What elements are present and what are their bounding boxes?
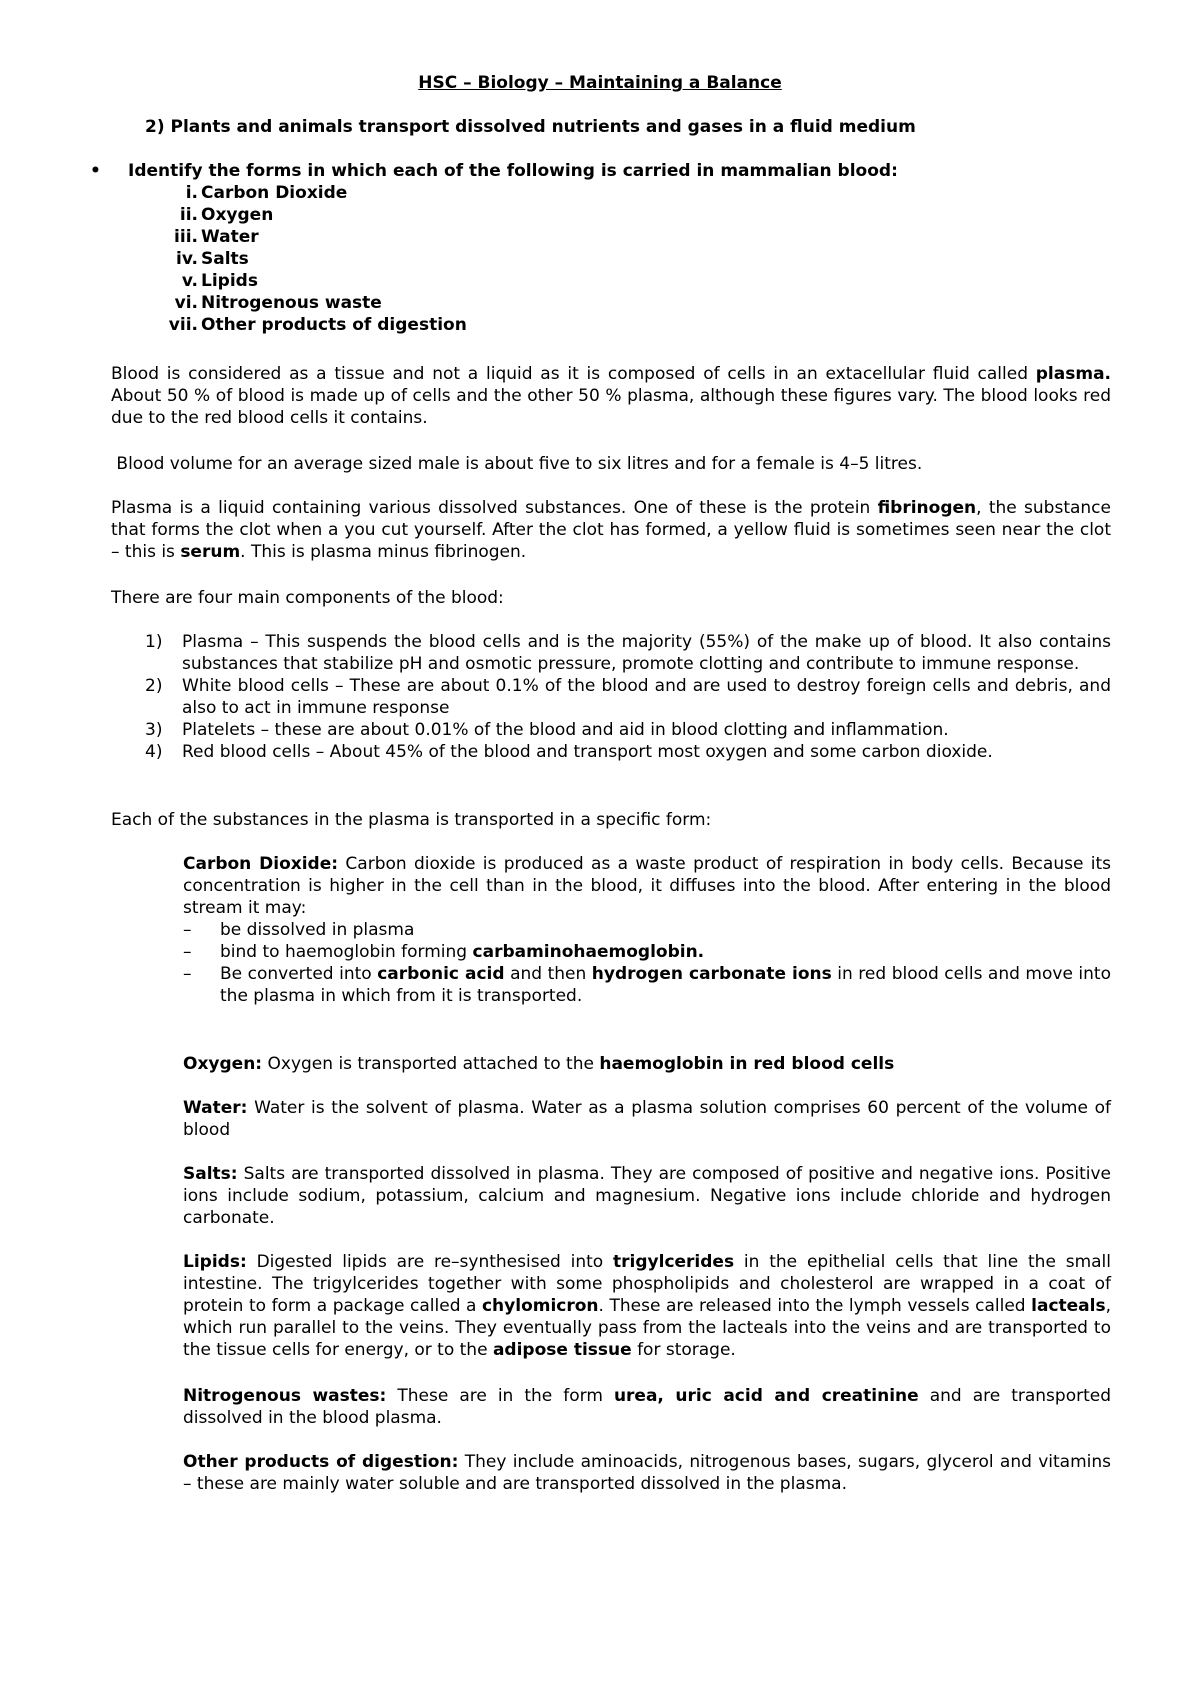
list-item [183,919,1111,941]
bold-term: serum [180,542,241,562]
list-text: Red blood cells – About 45% of the blood and transport most oxygen and some carbon dioxide. [182,742,993,762]
list-text: Plasma – This suspends the blood cells and is the majority (55%) of the make up of blood. It also contains substances that stabilize pH and osmotic pressure, promote clotting and contribute to immune response. [182,632,1111,674]
list-text: Nitrogenous waste [201,293,382,313]
list-text: in red blood cells and move into the plasma in which from it is transported. [220,964,1111,1006]
bold-term: hydrogen carbonate ions [591,964,832,984]
list-text: Be converted into [220,964,378,984]
forms-intro: Each of the substances in the plasma is transported in a specific form: [111,810,712,830]
list-item [183,963,1111,1007]
bold-term: adipose tissue [492,1340,632,1360]
text-run: Salts are transported dissolved in plasma. They are composed of positive and negative ions. Positive ions include sodium, potassium, calcium and magnesium. Negative ions include chloride and hydrogen carbonate. [183,1164,1111,1228]
list-text: Platelets – these are about 0.01% of the blood and aid in blood clotting and inflammation. [182,720,949,740]
list-number: ii. [179,205,198,225]
list-number: 1) [145,632,163,652]
list-item [145,741,1111,763]
list-text: bind to haemoglobin forming [220,942,473,962]
intro-paragraph-plasma [111,363,1111,429]
text-run: . These are released into the lymph vessels called [598,1296,1032,1316]
list-number: i. [185,183,198,203]
dash-marker: – [183,942,192,962]
dash-marker: – [183,920,192,940]
section-label: Lipids: [183,1252,247,1272]
text-run: These are in the form [386,1386,614,1406]
list-text: be dissolved in plasma [220,920,415,940]
co2-paragraph [183,853,1111,919]
text-run: About 50 % of blood is made up of cells and the other 50 % plasma, although these figures vary. The blood looks red due to the red blood cells it contains. [111,386,1111,428]
nitrogenous-wastes-section [183,1385,1111,1429]
text-run: Plasma is a liquid containing various dissolved substances. One of these is the protein [111,498,878,518]
list-text: Water [201,227,259,247]
list-item [145,719,1111,741]
list-text: Lipids [201,271,258,291]
section-label: Other products of digestion: [183,1452,459,1472]
text-run: , which run parallel to the veins. They eventually pass from the lacteals into the veins and are transported to the tissue cells for energy, or to the [183,1296,1111,1360]
text-run: Digested lipids are re–synthesised into [246,1252,614,1272]
bullet-marker: • [90,161,101,181]
document-title: HSC – Biology – Maintaining a Balance [418,73,782,93]
components-intro: There are four main components of the blood: [111,588,504,608]
lipids-section [183,1251,1111,1361]
text-run: Carbon dioxide is produced as a waste product of respiration in body cells. Because its concentration is higher in the cell than in the blood, it diffuses into the blood. After entering in the blood stream it may: [183,854,1112,918]
text-run: for storage. [631,1340,736,1360]
list-text: White blood cells – These are about 0.1% of the blood and are used to destroy foreign cells and debris, and also to act in immune response [182,676,1111,718]
list-number: iv. [176,249,198,269]
bold-term: chylomicron [481,1296,599,1316]
text-run: Water is the solvent of plasma. Water as a plasma solution comprises 60 percent of the volume of blood [183,1098,1111,1140]
list-number: 4) [145,742,163,762]
section-label: Nitrogenous wastes: [183,1386,387,1406]
text-run: They include aminoacids, nitrogenous bases, sugars, glycerol and vitamins – these are mainly water soluble and are transported dissolved in the plasma. [183,1452,1111,1494]
section-label: Water: [183,1098,248,1118]
list-number: vi. [174,293,198,313]
list-number: v. [181,271,198,291]
carbon-dioxide-section [183,853,1111,1007]
list-number: vii. [168,315,198,335]
other-products-section [183,1451,1111,1495]
bold-term: trigylcerides [613,1252,735,1272]
intro-paragraph-volume: Blood volume for an average sized male is about five to six litres and for a female is 4–5 litres. [111,454,923,474]
dash-marker: – [183,964,192,984]
components-list [145,631,1111,763]
bold-term: carbonic acid [377,964,505,984]
list-text: Carbon Dioxide [201,183,348,203]
oxygen-section [183,1053,1111,1075]
list-text: Other products of digestion [201,315,467,335]
list-item [145,631,1111,675]
bold-term: fibrinogen [877,498,977,518]
bold-term: lacteals [1031,1296,1106,1316]
list-number: 3) [145,720,163,740]
intro-paragraph-fibrinogen [111,497,1111,563]
list-text: Oxygen [201,205,274,225]
bold-term: urea, uric acid and creatinine [613,1386,919,1406]
text-run: , the substance that forms the clot when a you cut yourself. After the clot has formed, a yellow fluid is sometimes seen near the clot – this is [111,498,1111,562]
bold-term: plasma. [1035,364,1111,384]
section-heading: 2) Plants and animals transport dissolved nutrients and gases in a fluid medium [145,117,916,137]
section-label: Carbon Dioxide: [183,854,339,874]
salts-section [183,1163,1111,1229]
list-item [183,941,1111,963]
section-label: Oxygen: [183,1054,263,1074]
list-item [145,675,1111,719]
text-run: Blood is considered as a tissue and not a liquid as it is composed of cells in an extacellular fluid called [111,364,1036,384]
text-run: in the epithelial cells that line the small intestine. The trigylcerides together with some phospholipids and cholesterol are wrapped in a coat of protein to form a package called a [183,1252,1112,1316]
water-section [183,1097,1111,1141]
section-label: Salts: [183,1164,238,1184]
bold-term: carbaminohaemoglobin. [472,942,705,962]
list-text: and then [504,964,592,984]
list-number: iii. [174,227,198,247]
dot-point [90,160,898,182]
list-number: 2) [145,676,163,696]
text-run: and are transported dissolved in the blood plasma. [183,1386,1112,1428]
text-run: Oxygen is transported attached to the [262,1054,600,1074]
list-text: Salts [201,249,249,269]
bold-term: haemoglobin in red blood cells [599,1054,895,1074]
dot-point-text: Identify the forms in which each of the following is carried in mammalian blood: [128,161,898,181]
text-run: . This is plasma minus fibrinogen. [240,542,527,562]
